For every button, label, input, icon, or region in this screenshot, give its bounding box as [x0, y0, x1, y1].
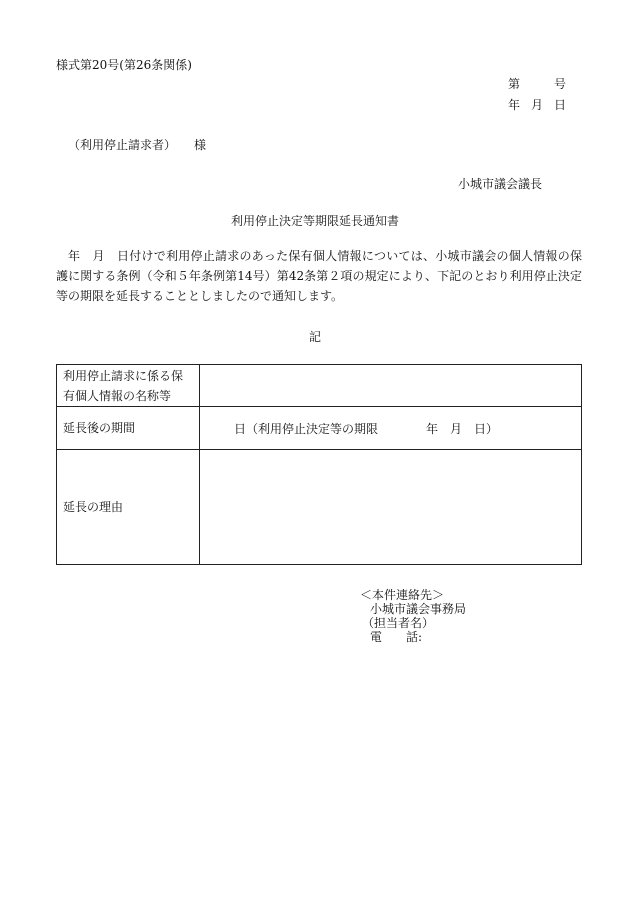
extended-period-text: 日（利用停止決定等の期限 年 月 日）: [234, 421, 499, 436]
phone-label: 電: [370, 630, 383, 644]
row-value-extension-reason: [200, 450, 582, 565]
document-title: 利用停止決定等期限延長通知書: [230, 214, 399, 228]
issue-date: [508, 96, 577, 113]
contact-office: 小城市議会事務局: [370, 602, 467, 616]
date-month: 月: [531, 98, 544, 112]
date-day: 日: [554, 98, 567, 112]
table-row: [57, 365, 582, 407]
contact-heading: ＜本件連絡先＞: [360, 588, 445, 602]
contact-phone: [360, 630, 466, 644]
contact-person: （担当者名）: [362, 616, 435, 630]
doc-no-prefix: 第: [508, 77, 521, 91]
row-label-extension-reason: 延長の理由: [57, 450, 200, 565]
row-value-info-name: [200, 365, 582, 407]
doc-no-suffix: 号: [554, 77, 567, 91]
phone-label-2: 話:: [406, 630, 423, 644]
row-value-extended-period: [200, 407, 582, 450]
addressee-name: （利用停止請求者）: [68, 138, 177, 152]
row-label-extended-period: 延長後の期間: [57, 407, 200, 450]
table-row: [57, 450, 582, 565]
ki-heading: 記: [308, 330, 321, 344]
info-table: [56, 364, 582, 565]
date-year: 年: [508, 98, 521, 112]
sender: 小城市議会議長: [458, 177, 543, 191]
addressee: [68, 136, 206, 153]
document-number: [508, 75, 600, 92]
row-label-info-name: 利用停止請求に係る保有個人情報の名称等: [57, 365, 200, 407]
body-text: 年 月 日付けで利用停止請求のあった保有個人情報については、小城市議会の個人情報の保護に関する条例（令和５年条例第14号）第42条第２項の規定により、下記のとおり利用停止決定等の期限を延長することとしましたので通知します。: [56, 249, 582, 303]
addressee-honorific: 様: [194, 138, 207, 152]
table-row: [57, 407, 582, 450]
form-number: 様式第20号(第26条関係): [56, 58, 192, 72]
contact-block: [360, 588, 466, 644]
